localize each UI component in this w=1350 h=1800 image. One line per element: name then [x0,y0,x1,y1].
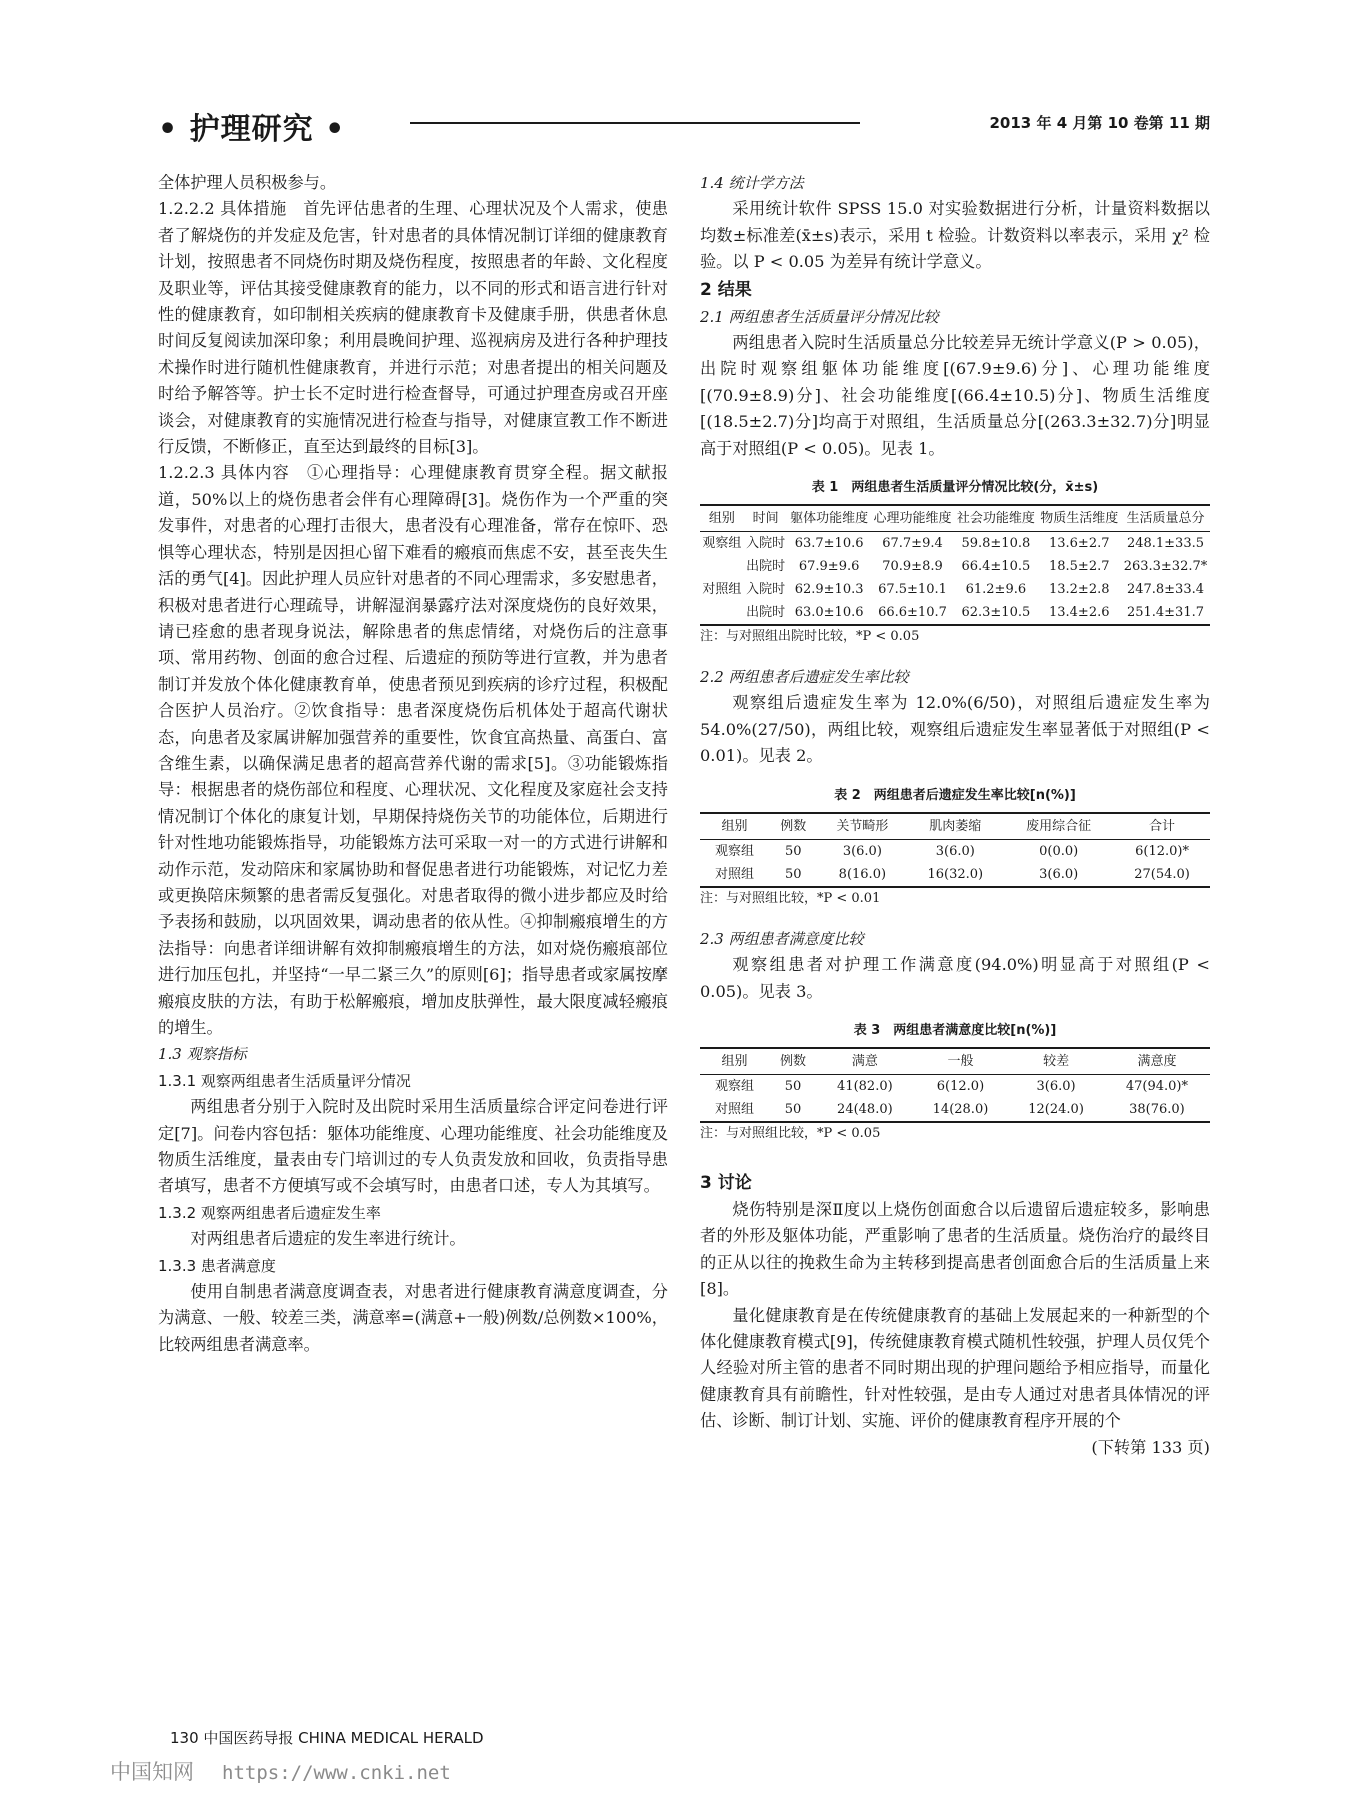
table-note: 注：与对照组比较，*P < 0.05 [700,1125,881,1141]
table-header-cell: 物质生活维度 [1038,505,1121,532]
table-cell: 出院时 [746,559,786,575]
table-header-cell: 满意度 [1104,1048,1210,1075]
table-cell: 6(12.0) [936,1078,985,1094]
table-cell: 0(0.0) [1039,843,1079,859]
table-header-cell: 合计 [1114,813,1210,840]
table-row [700,555,1210,578]
table-cell: 70.9±8.9 [882,559,943,575]
table-2-block [700,786,1210,910]
table-2 [700,786,1210,888]
table-cell: 62.3±10.5 [954,601,1037,625]
table-row [700,532,1210,556]
table-cell: 24(48.0) [817,1098,913,1122]
section-heading: 1.4 统计学方法 [700,174,804,192]
table-header-cell: 躯体功能维度 [787,505,870,532]
table-cell: 263.3±32.7* [1123,559,1208,575]
table-header-cell: 一般 [913,1048,1009,1075]
section-heading: 1.3 观察指标 [158,1045,247,1064]
table-header-cell: 组别 [700,813,769,840]
table-cell: 61.2±9.6 [965,582,1027,598]
table-header-cell: 社会功能维度 [954,505,1037,532]
table-cell: 247.8±33.4 [1126,582,1204,598]
paragraph: 量化健康教育是在传统健康教育的基础上发展起来的一种新型的个体化健康教育模式[9]，传统健康教育模式随机性较强，护理人员仅凭个人经验对所主管的患者不同时期出现的护理问题给予相应指导，而量化健康教育具有前瞻性，针对性较强，是由专人通过对患者具体情况的评估、诊断、制订计划、实施、评价的健康教育程序开展的个 [700,1305,1210,1431]
paragraph: 1.2.2.2 具体措施 首先评估患者的生理、心理状况及个人需求，使患者了解烧伤的并发症及危害，针对患者的具体情况制订详细的健康教育计划，按照患者不同烧伤时期及烧伤程度，按照患者的年龄、文化程度及职业等，评估其接受健康教育的能力，以不同的形式和语言进行针对性的健康教育，如印制相关疾病的健康教育卡及健康手册，供患者休息时间反复阅读加深印象；利用晨晚间护理、巡视病房及进行各种护理技术操作时进行随机性健康教育，并进行示范；对患者提出的相关问题及时给予解答等。护士长不定时进行检查督导，可通过护理查房或召开座谈会，对健康教育的实施情况进行检查与指导，对健康宣教工作不断进行反馈，不断修正，直至达到最终的目标[3]。 [158,199,668,457]
table-cell: 63.7±10.6 [794,536,864,552]
table-header-cell: 时间 [744,505,788,532]
paragraph: 对两组患者后遗症的发生率进行统计。 [190,1229,466,1249]
table-cell: 3(6.0) [935,843,975,859]
issue-info: 2013 年 4 月第 10 卷第 11 期 [989,114,1210,132]
paragraph: 烧伤特别是深Ⅱ度以上烧伤创面愈合以后遗留后遗症较多，影响患者的外形及躯体功能，严重影响了患者的生活质量。烧伤治疗的最终目的正从以往的挽救生命为主转移到提高患者创面愈合后的生活质量上来[8]。 [700,1199,1210,1299]
table-note: 注：与对照组出院时比较，*P < 0.05 [700,629,920,645]
paragraph: 两组患者入院时生活质量总分比较差异无统计学意义(P > 0.05)，出院时观察组躯体功能维度[(67.9±9.6)分]、心理功能维度[(70.9±8.9)分]、社会功能维度[(66.4±10.5)分]、物质生活维度[(18.5±2.7)分]均高于对照组，生活质量总分[(263.3±32.7)分]明显高于对照组(P < 0.05)。见表 1。 [700,333,1210,458]
section-heading: 1.3.3 患者满意度 [158,1256,276,1275]
table-cell: 38(76.0) [1104,1098,1210,1122]
watermark-url: https://www.cnki.net [222,1762,451,1784]
table-cell: 出院时 [744,601,788,625]
watermark-name: 中国知网 [110,1760,194,1784]
right-column [700,170,1210,1461]
table-row [700,839,1210,863]
table-cell: 对照组 [702,582,742,598]
table-cell: 观察组 [714,1078,754,1094]
table-cell: 18.5±2.7 [1048,559,1110,575]
page-footer: 130 中国医药导报 CHINA MEDICAL HERALD [170,1729,484,1747]
table-cell: 3(6.0) [842,843,882,859]
section-heading: 2.3 两组患者满意度比较 [700,929,864,948]
table-cell: 13.4±2.6 [1038,601,1121,625]
section-heading: 1.3.2 观察两组患者后遗症发生率 [158,1203,381,1222]
table-caption: 表 3 两组患者满意度比较[n(%)] [853,1022,1057,1038]
table-row [700,863,1210,887]
section-heading: 2.2 两组患者后遗症发生率比较 [700,668,909,687]
paragraph: 全体护理人员积极参与。 [158,173,337,192]
table-caption: 表 2 两组患者后遗症发生率比较[n(%)] [834,787,1076,803]
table-cell: 50 [784,843,802,859]
paragraph: 采用统计软件 SPSS 15.0 对实验数据进行分析，计量资料数据以均数±标准差(x̄±s)表示，采用 t 检验。计数资料以率表示，采用 χ² 检验。以 P < 0.05 为差异有统计学意义。 [700,199,1210,272]
table-3-block [700,1021,1210,1145]
table-row [700,601,1210,625]
table-1 [700,478,1210,626]
table-row [700,578,1210,601]
table-cell: 27(54.0) [1114,863,1210,887]
table-caption: 表 1 两组患者生活质量评分情况比较(分，x̄±s) [811,480,1099,496]
table-cell: 59.8±10.8 [961,536,1031,552]
table-note: 注：与对照组比较，*P < 0.01 [700,890,881,906]
table-header-cell: 例数 [769,1048,817,1075]
table-cell: 13.2±2.8 [1048,582,1110,598]
section-heading: 2 结果 [700,279,752,300]
table-cell: 12(24.0) [1008,1098,1104,1122]
section-heading: 3 讨论 [700,1172,752,1193]
table-cell: 8(16.0) [817,863,907,887]
table-cell: 6(12.0)* [1135,843,1189,859]
table-cell: 50 [769,1098,817,1122]
table-cell: 3(6.0) [1003,863,1114,887]
table-cell: 66.6±10.7 [871,601,954,625]
table-header-cell: 生活质量总分 [1121,505,1210,532]
continued-note: (下转第 133 页) [1091,1437,1210,1457]
table-cell: 对照组 [700,863,769,887]
table-cell: 66.4±10.5 [961,559,1031,575]
table-cell: 67.9±9.6 [798,559,860,575]
table-header-cell: 关节畸形 [817,813,907,840]
left-column [158,170,668,1358]
paragraph: 观察组后遗症发生率为 12.0%(6/50)，对照组后遗症发生率为 54.0%(27/50)，两组比较，观察组后遗症发生率显著低于对照组(P < 0.01)。见表 2。 [700,693,1210,766]
table-row [700,1098,1210,1122]
table-header-cell: 较差 [1008,1048,1104,1075]
table-cell [700,601,744,625]
table-cell: 14(28.0) [913,1098,1009,1122]
table-header-cell: 组别 [700,505,744,532]
table-cell: 63.0±10.6 [787,601,870,625]
table-header-cell: 满意 [817,1048,913,1075]
table-cell: 50 [784,1078,802,1094]
section-title: • 护理研究 • [158,112,346,147]
table-cell: 67.5±10.1 [878,582,947,598]
header-rule [410,122,860,124]
table-cell: 50 [769,863,817,887]
table-cell: 对照组 [700,1098,769,1122]
paragraph: 1.2.2.3 具体内容 ①心理指导：心理健康教育贯穿全程。据文献报道，50%以上的烧伤患者会伴有心理障碍[3]。烧伤作为一个严重的突发事件，对患者的心理打击很大，患者没有心理准备，常存在惊吓、恐惧等心理状态，特别是因担心留下难看的瘢痕而焦虑不安，甚至丧失生活的勇气[4]。因此护理人员应针对患者的不同心理需求，多安慰患者，积极对患者进行心理疏导，讲解湿润暴露疗法对深度烧伤的良好效果，请已痊愈的患者现身说法，解除患者的焦虑情绪，对烧伤后的注意事项、常用药物、创面的愈合过程、后遗症的预防等进行宣教，并为患者制订并发放个体化健康教育单，使患者预见到疾病的诊疗过程，积极配合医护人员治疗。②饮食指导：患者深度烧伤后机体处于超高代谢状态，向患者及家属讲解加强营养的重要性，饮食宜高热量、高蛋白、富含维生素，以确保满足患者的超高营养代谢的需求[5]。③功能锻炼指导：根据患者的烧伤部位和程度、心理状况、文化程度及家庭社会支持情况制订个体化的康复计划，早期保持烧伤关节的功能体位，后期进行针对性地功能锻炼指导，功能锻炼方法可采取一对一的方式进行讲解和动作示范，发动陪床和家属协助和督促患者进行功能锻炼，对记忆力差或更换陪床频繁的患者需反复强化。对患者取得的微小进步都应及时给予表扬和鼓励，以巩固效果，调动患者的依从性。④抑制瘢痕增生的方法指导：向患者详细讲解有效抑制瘢痕增生的方法，如对烧伤瘢痕部位进行加压包扎，并坚持“一早二紧三久”的原则[6]；指导患者或家属按摩瘢痕皮肤的方法，有助于松解瘢痕，增加皮肤弹性，最大限度减轻瘢痕的增生。 [158,463,668,1037]
table-1-block [700,478,1210,648]
table-cell: 观察组 [715,843,755,859]
page-header [158,104,1210,147]
paragraph: 使用自制患者满意度调查表，对患者进行健康教育满意度调查，分为满意、一般、较差三类，满意率=(满意+一般)例数/总例数×100%，比较两组患者满意率。 [158,1282,668,1354]
table-cell [700,555,744,578]
table-header-cell: 废用综合征 [1003,813,1114,840]
paragraph: 两组患者分别于入院时及出院时采用生活质量综合评定问卷进行评定[7]。问卷内容包括：躯体功能维度、心理功能维度、社会功能维度及物质生活维度，量表由专门培训过的专人负责发放和回收，负责指导患者填写，患者不方便填写或不会填写时，由患者口述，专人为其填写。 [158,1097,668,1196]
table-header-cell: 组别 [700,1048,769,1075]
table-cell: 248.1±33.5 [1126,536,1204,552]
table-cell: 入院时 [746,582,786,598]
table-row [700,1074,1210,1098]
watermark [110,1756,451,1786]
table-cell: 47(94.0)* [1125,1078,1189,1094]
table-cell: 入院时 [746,536,786,552]
table-cell: 16(32.0) [907,863,1003,887]
paragraph: 观察组患者对护理工作满意度(94.0%)明显高于对照组(P < 0.05)。见表 3。 [700,955,1210,1001]
table-cell: 3(6.0) [1036,1078,1076,1094]
table-cell: 41(82.0) [837,1078,893,1094]
table-cell: 13.6±2.7 [1048,536,1110,552]
table-header-cell: 心理功能维度 [871,505,954,532]
table-header-cell: 肌肉萎缩 [907,813,1003,840]
table-cell: 67.7±9.4 [882,536,943,552]
section-heading: 2.1 两组患者生活质量评分情况比较 [700,307,939,326]
table-cell: 观察组 [702,536,742,552]
table-cell: 251.4±31.7 [1121,601,1210,625]
section-heading: 1.3.1 观察两组患者生活质量评分情况 [158,1071,411,1090]
table-3 [700,1021,1210,1123]
table-cell: 62.9±10.3 [794,582,864,598]
table-header-cell: 例数 [769,813,817,840]
